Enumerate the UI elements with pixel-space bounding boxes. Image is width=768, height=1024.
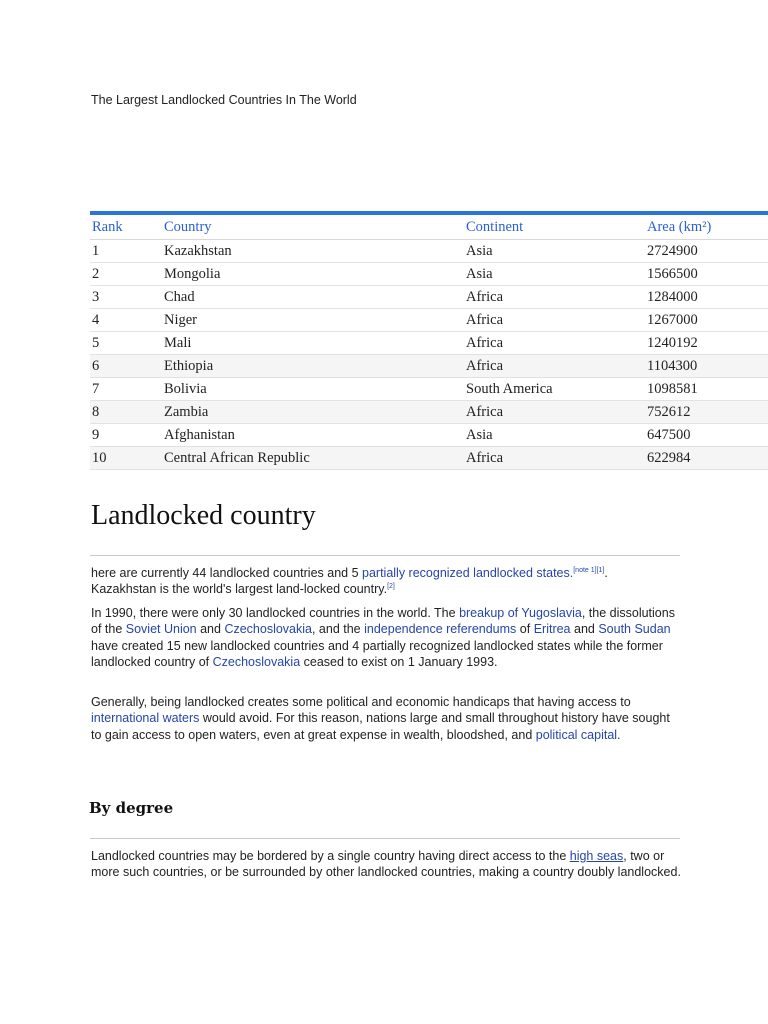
cell-rank: 4 (90, 309, 162, 332)
paragraph-text: Kazakhstan is the world's largest land-locked country. (91, 582, 388, 597)
breakup-of-yugoslavia-link[interactable]: breakup of Yugoslavia (459, 606, 582, 620)
cell-country: Mali (162, 332, 464, 355)
cell-continent: Africa (464, 447, 645, 470)
history-paragraph (91, 605, 681, 671)
cell-country: Chad (162, 286, 464, 309)
table-row (90, 378, 768, 401)
cell-area: 1267000 (645, 309, 768, 332)
section-divider (90, 838, 680, 839)
cell-rank: 2 (90, 263, 162, 286)
independence-referendums-link[interactable]: independence referendums (364, 622, 517, 637)
cell-country: Afghanistan (162, 424, 464, 447)
cell-area: 1098581 (645, 378, 768, 401)
cell-continent: Asia (464, 240, 645, 263)
cell-continent: South America (464, 378, 645, 401)
cell-country: Central African Republic (162, 447, 464, 470)
south-sudan-link[interactable]: South Sudan (598, 622, 671, 637)
cell-rank: 7 (90, 378, 162, 401)
high-seas-link[interactable]: high seas (569, 849, 624, 863)
landlocked-countries-table-container (90, 211, 768, 470)
paragraph-text: and (570, 622, 599, 637)
by-degree-paragraph (91, 848, 681, 881)
paragraph-text: would avoid. For this reason, nations large and small throughout history have sought to gain access to open waters, even at great expense in wealth, bloodshed, and (91, 711, 670, 742)
cell-country: Mongolia (162, 263, 464, 286)
cell-rank: 3 (90, 286, 162, 309)
article-title: Landlocked country (91, 500, 316, 531)
header-rank[interactable]: Rank (90, 215, 162, 240)
cell-country: Zambia (162, 401, 464, 424)
cell-country: Bolivia (162, 378, 464, 401)
table-row (90, 355, 768, 378)
handicaps-paragraph (91, 694, 681, 743)
table-row (90, 263, 768, 286)
cell-area: 2724900 (645, 240, 768, 263)
paragraph-text: ceased to exist on 1 January 1993. (300, 655, 498, 670)
section-heading-by-degree: By degree (89, 799, 174, 817)
cell-area: 1104300 (645, 355, 768, 378)
political-capital-link[interactable]: political capital (535, 727, 618, 742)
cell-continent: Africa (464, 286, 645, 309)
cell-continent: Africa (464, 309, 645, 332)
paragraph-text: of (516, 622, 534, 637)
international-waters-link[interactable]: international waters (91, 711, 200, 726)
table-row (90, 286, 768, 309)
table-row (90, 240, 768, 263)
title-divider (90, 555, 680, 556)
header-area[interactable]: Area (km²) (645, 215, 768, 240)
table-row (90, 309, 768, 332)
paragraph-text: , the dissolutions of the (91, 606, 675, 637)
paragraph-text: , and the (311, 622, 365, 637)
cell-country: Niger (162, 309, 464, 332)
paragraph-text: Generally, being landlocked creates some political and economic handicaps that having access to (91, 695, 631, 709)
cell-country: Kazakhstan (162, 240, 464, 263)
cell-rank: 8 (90, 401, 162, 424)
table-row (90, 447, 768, 470)
table-header-row (90, 215, 768, 240)
paragraph-text: , two or more such countries, or be surrounded by other landlocked countries, making a country doubly landlocked. (91, 849, 681, 880)
paragraph-text: here are currently 44 landlocked countries and 5 (91, 566, 362, 580)
header-country[interactable]: Country (162, 215, 464, 240)
landlocked-countries-table (90, 215, 768, 470)
cell-rank: 5 (90, 332, 162, 355)
note-1-citation-link[interactable]: [note 1][1] (573, 567, 605, 574)
paragraph-text: have created 15 new landlocked countries and 4 partially recognized landlocked states while the former landlocked country of (91, 638, 663, 670)
paragraph-text: In 1990, there were only 30 landlocked countries in the world. The (91, 606, 460, 620)
czechoslovakia-link-2[interactable]: Czechoslovakia (212, 655, 301, 670)
cell-rank: 1 (90, 240, 162, 263)
document-title: The Largest Landlocked Countries In The World (91, 93, 357, 107)
cell-area: 622984 (645, 447, 768, 470)
header-continent[interactable]: Continent (464, 215, 645, 240)
cell-area: 1240192 (645, 332, 768, 355)
cell-rank: 10 (90, 447, 162, 470)
cell-area: 647500 (645, 424, 768, 447)
cell-area: 752612 (645, 401, 768, 424)
cell-continent: Asia (464, 263, 645, 286)
partially-recognized-states-link[interactable]: partially recognized landlocked states. (362, 566, 574, 580)
czechoslovakia-link[interactable]: Czechoslovakia (224, 622, 312, 637)
cell-country: Ethiopia (162, 355, 464, 378)
cell-continent: Asia (464, 424, 645, 447)
cell-continent: Africa (464, 401, 645, 424)
paragraph-text: . (617, 727, 621, 742)
paragraph-text: Landlocked countries may be bordered by a single country having direct access to the (91, 849, 570, 863)
eritrea-link[interactable]: Eritrea (533, 622, 571, 637)
cell-rank: 9 (90, 424, 162, 447)
table-row (90, 332, 768, 355)
intro-paragraph (91, 565, 681, 598)
citation-2-link[interactable]: [2] (387, 583, 395, 591)
soviet-union-link[interactable]: Soviet Union (125, 622, 197, 637)
paragraph-text: and (196, 622, 225, 637)
table-row (90, 401, 768, 424)
table-row (90, 424, 768, 447)
cell-continent: Africa (464, 355, 645, 378)
cell-area: 1284000 (645, 286, 768, 309)
cell-rank: 6 (90, 355, 162, 378)
cell-area: 1566500 (645, 263, 768, 286)
paragraph-text: . (604, 566, 608, 580)
cell-continent: Africa (464, 332, 645, 355)
